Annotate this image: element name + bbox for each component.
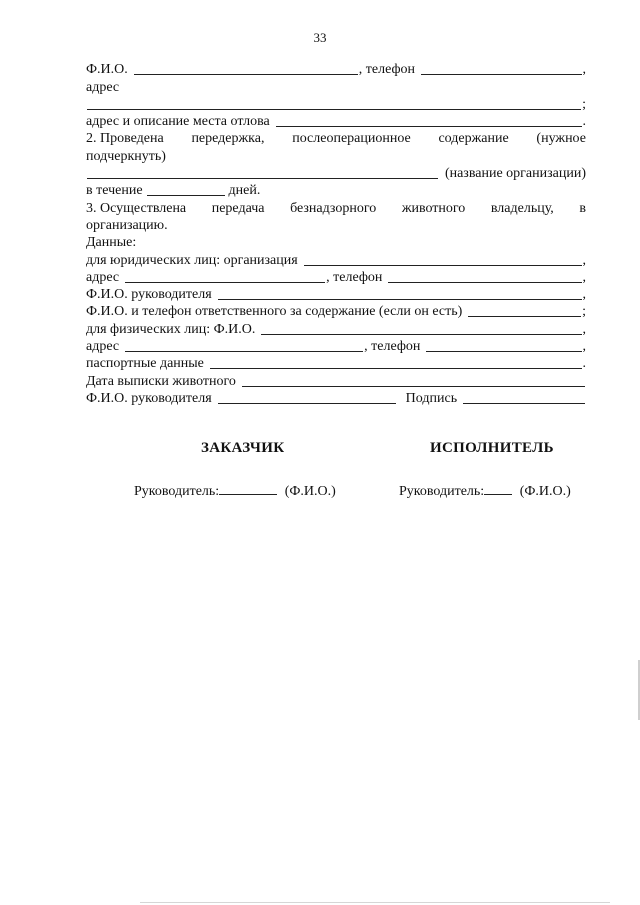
form-section [86, 61, 586, 407]
executor-fio-label: (Ф.И.О.) [519, 484, 571, 499]
head-fio-label: Ф.И.О. руководителя [86, 287, 212, 303]
item2-line2 [86, 147, 586, 164]
individual-phone-field[interactable] [426, 339, 581, 352]
catch-place-row [86, 113, 586, 130]
address-field[interactable] [87, 97, 581, 110]
phone-label: , телефон [326, 269, 383, 285]
item2-word: передержка, [191, 131, 265, 147]
individual-fio-field[interactable] [261, 322, 581, 335]
legal-org-label: для юридических лиц: организация [86, 252, 298, 268]
item2-line1 [86, 130, 586, 147]
page-number: 33 [313, 30, 327, 45]
item3-line1 [86, 199, 586, 216]
responsible-row [86, 303, 586, 320]
item2-word: содержание [438, 131, 509, 147]
address-blank-row [86, 96, 586, 113]
item2-word: (нужное [536, 131, 586, 147]
item3-word: передача [211, 200, 265, 216]
item2-number-word: 2. Проведена [86, 131, 164, 147]
semicolon: ; [582, 304, 586, 320]
legal-org-field[interactable] [304, 253, 582, 266]
item3-number-word: 3. Осуществлена [86, 200, 187, 216]
item3-word: животного [401, 200, 466, 216]
head-fio-field[interactable] [218, 391, 396, 404]
period: . [582, 114, 586, 130]
comma: , [582, 252, 586, 268]
fio-field[interactable] [134, 62, 358, 75]
org-name-row [86, 165, 586, 182]
phone-field[interactable] [421, 62, 581, 75]
discharge-date-field[interactable] [242, 374, 585, 387]
passport-label: паспортные данные [86, 356, 204, 372]
item2-underline-note: подчеркнуть) [86, 148, 166, 164]
customer-title: ЗАКАЗЧИК [201, 440, 285, 456]
period: . [582, 356, 586, 372]
during-label: в течение [86, 183, 143, 199]
signature-label: Подпись [405, 390, 458, 406]
days-label: дней. [228, 183, 261, 199]
discharge-date-label: Дата выписки животного [86, 373, 236, 389]
address-label: адрес [86, 339, 120, 355]
head-fio-row [86, 286, 586, 303]
duration-row [86, 182, 586, 199]
catch-place-field[interactable] [276, 114, 582, 127]
days-field[interactable] [147, 183, 225, 196]
discharge-date-row [86, 372, 586, 389]
comma: , [582, 269, 586, 285]
address-label: адрес [86, 79, 120, 95]
passport-field[interactable] [210, 356, 582, 369]
head-fio-field[interactable] [218, 287, 582, 300]
fio-phone-row [86, 61, 586, 78]
customer-fio-label: (Ф.И.О.) [284, 484, 336, 499]
executor-signature-line [399, 482, 571, 500]
item3-word: владельцу, [490, 200, 554, 216]
comma: , [582, 321, 586, 337]
head-fio-label: Ф.И.О. руководителя [86, 390, 212, 406]
comma: , [582, 62, 586, 78]
item2-word: послеоперационное [292, 131, 411, 147]
org-name-field[interactable] [87, 166, 438, 179]
passport-row [86, 355, 586, 372]
responsible-label: Ф.И.О. и телефон ответственного за содержание (если он есть) [86, 304, 463, 320]
item3-word: в [579, 200, 586, 216]
comma: , [582, 287, 586, 303]
customer-signature-line [134, 482, 336, 500]
responsible-field[interactable] [468, 304, 581, 317]
item3-org-text: организацию. [86, 217, 168, 233]
data-heading: Данные: [86, 235, 137, 251]
legal-address-field[interactable] [125, 270, 325, 283]
head-signature-row [86, 390, 586, 407]
executor-signature-field[interactable] [484, 482, 512, 495]
individual-address-field[interactable] [125, 339, 363, 352]
data-heading-row [86, 234, 586, 251]
individual-address-row [86, 338, 586, 355]
org-name-label: (название организации) [444, 166, 586, 182]
individual-fio-label: для физических лиц: Ф.И.О. [86, 321, 256, 337]
catch-place-label: адрес и описание места отлова [86, 114, 270, 130]
executor-title: ИСПОЛНИТЕЛЬ [430, 440, 554, 456]
address-label: адрес [86, 269, 120, 285]
legal-phone-field[interactable] [388, 270, 581, 283]
fio-label: Ф.И.О. [86, 62, 128, 78]
individual-fio-row [86, 320, 586, 337]
semicolon: ; [582, 96, 586, 112]
legal-address-row [86, 269, 586, 286]
customer-signature-field[interactable] [219, 482, 277, 495]
executor-head-label: Руководитель: [399, 484, 485, 499]
item3-word: безнадзорного [290, 200, 377, 216]
item3-line2 [86, 217, 586, 234]
signature-field[interactable] [463, 391, 585, 404]
phone-label: , телефон [358, 62, 416, 78]
comma: , [582, 339, 586, 355]
customer-head-label: Руководитель: [134, 484, 220, 499]
legal-org-row [86, 251, 586, 268]
scan-bottom-mark [140, 902, 610, 903]
phone-label: , телефон [364, 339, 421, 355]
address-label-row [86, 78, 586, 95]
